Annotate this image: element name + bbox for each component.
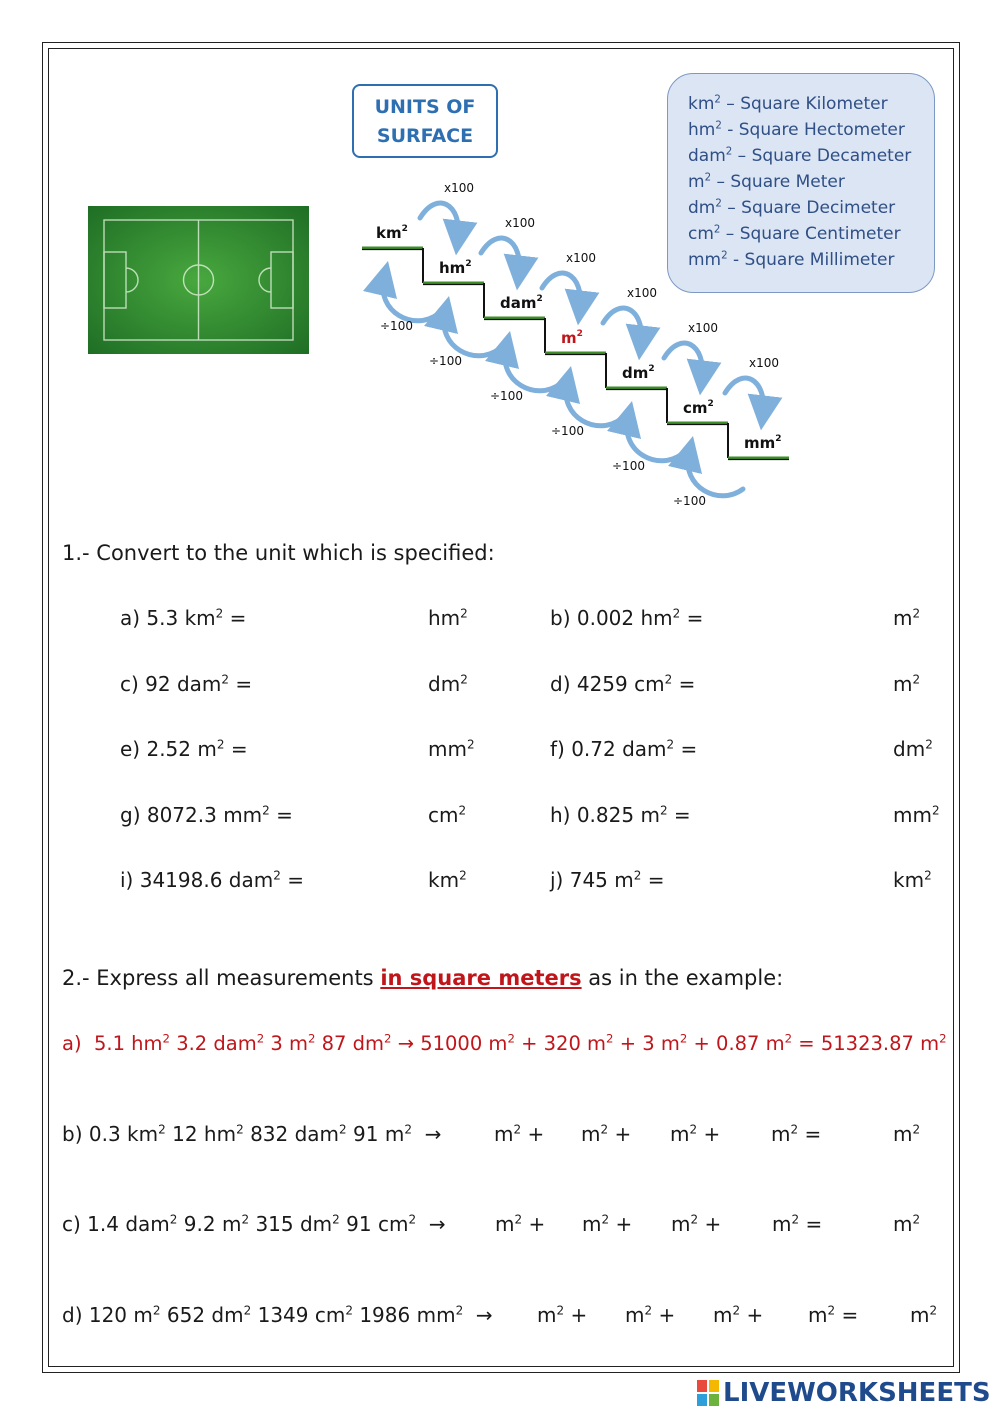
legend-line: dam$^2$ – Square Decameter xyxy=(688,146,912,166)
legend-line: $cm^2$ – Square Centimeter xyxy=(688,224,901,244)
multiply-arrow xyxy=(603,308,641,343)
step-label-dam: dam$^2$ xyxy=(500,294,543,312)
conversion-question: h) 0.825 $m^2$ = xyxy=(550,803,691,827)
logo-blocks-icon xyxy=(697,1380,719,1406)
conversion-target-unit: $hm^2$ xyxy=(428,606,468,630)
answer-blank-unit: $m^2$ = xyxy=(772,1212,823,1236)
conversion-question: c) 92 dam$^2$ = xyxy=(120,672,253,696)
brand-name: LIVEWORKSHEETS xyxy=(723,1378,991,1408)
step-label-mm: $mm^2$ xyxy=(744,434,782,452)
title-box xyxy=(352,84,498,158)
multiply-label: x100 xyxy=(627,286,658,300)
legend-line: $km^2$ – Square Kilometer xyxy=(688,94,888,114)
conversion-target-unit: $mm^2$ xyxy=(428,737,475,761)
conversion-question: e) 2.52 $m^2$ = xyxy=(120,737,248,761)
title-line-2: SURFACE xyxy=(376,125,474,147)
title-line-1: UNITS OF xyxy=(374,96,476,118)
express-row-c: c) 1.4 dam$^2$ 9.2 $m^2$ 315 $dm^2$ 91 $cm^2$ → xyxy=(62,1212,446,1236)
conversion-question: f) 0.72 dam$^2$ = xyxy=(550,737,698,761)
conversion-target-unit: $m^2$ xyxy=(893,606,921,630)
multiply-label: x100 xyxy=(444,181,475,195)
liveworksheets-logo xyxy=(697,1378,991,1408)
multiply-label: x100 xyxy=(688,321,719,335)
legend-line: $m^2$ – Square Meter xyxy=(688,172,845,192)
section2-heading: 2.- Express all measurements in square meters as in the example: xyxy=(62,966,784,990)
answer-blank-unit: $m^2$ + xyxy=(671,1212,722,1236)
conversion-question: a) 5.3 $km^2$ = xyxy=(120,606,247,630)
divide-label: ÷100 xyxy=(673,494,706,508)
conversion-target-unit: $dm^2$ xyxy=(893,737,933,761)
multiply-arrow xyxy=(481,238,519,273)
answer-blank-unit: $m^2$ + xyxy=(494,1122,545,1146)
answer-blank-unit: $m^2$ xyxy=(910,1303,938,1327)
multiply-arrow xyxy=(664,343,702,378)
step-label-m: $m^2$ xyxy=(561,329,583,347)
conversion-target-unit: $km^2$ xyxy=(893,868,932,892)
conversion-target-unit: $mm^2$ xyxy=(893,803,940,827)
conversion-question: d) 4259 $cm^2$ = xyxy=(550,672,696,696)
answer-blank-unit: $m^2$ = xyxy=(808,1303,859,1327)
legend-line: $hm^2$ - Square Hectometer xyxy=(688,120,905,140)
express-row-b: b) 0.3 $km^2$ 12 $hm^2$ 832 dam$^2$ 91 $m^2$ → xyxy=(62,1122,442,1146)
answer-blank-unit: $m^2$ + xyxy=(581,1122,632,1146)
soccer-field-image xyxy=(88,206,309,354)
answer-blank-unit: $m^2$ xyxy=(893,1122,921,1146)
legend-line: $mm^2$ - Square Millimeter xyxy=(688,250,895,270)
conversion-question: b) 0.002 $hm^2$ = xyxy=(550,606,704,630)
divide-label: ÷100 xyxy=(429,354,462,368)
conversion-target-unit: $cm^2$ xyxy=(428,803,467,827)
multiply-label: x100 xyxy=(505,216,536,230)
section1-heading: 1.- Convert to the unit which is specified: xyxy=(62,541,495,565)
multiply-arrow xyxy=(725,378,763,413)
answer-blank-unit: $m^2$ + xyxy=(670,1122,721,1146)
example-row: a) 5.1 $hm^2$ 3.2 dam$^2$ 3 $m^2$ 87 $dm^2 \to 51000$ $m^2 + 320$ $m^2 + 3$ $m^2 + 0.87$ $m^2 = 51323.87$ $m^2$ xyxy=(62,1031,947,1055)
multiply-label: x100 xyxy=(566,251,597,265)
answer-blank-unit: $m^2$ + xyxy=(495,1212,546,1236)
conversion-target-unit: $dm^2$ xyxy=(428,672,468,696)
step-label-km: $km^2$ xyxy=(376,224,408,242)
divide-label: ÷100 xyxy=(551,424,584,438)
answer-blank-unit: $m^2$ + xyxy=(582,1212,633,1236)
answer-blank-unit: $m^2$ + xyxy=(537,1303,588,1327)
legend-line: $dm^2$ – Square Decimeter xyxy=(688,198,896,218)
express-row-d: d) 120 $m^2$ 652 $dm^2$ 1349 $cm^2$ 1986 $mm^2$ → xyxy=(62,1303,493,1327)
multiply-arrow xyxy=(420,203,458,238)
multiply-label: x100 xyxy=(749,356,780,370)
conversion-question: g) 8072.3 $mm^2$ = xyxy=(120,803,293,827)
answer-blank-unit: $m^2$ + xyxy=(713,1303,764,1327)
step-label-hm: $hm^2$ xyxy=(439,259,472,277)
divide-label: ÷100 xyxy=(612,459,645,473)
answer-blank-unit: $m^2$ + xyxy=(625,1303,676,1327)
conversion-target-unit: $km^2$ xyxy=(428,868,467,892)
answer-blank-unit: $m^2$ xyxy=(893,1212,921,1236)
conversion-target-unit: $m^2$ xyxy=(893,672,921,696)
multiply-arrow xyxy=(542,273,580,308)
divide-label: ÷100 xyxy=(380,319,413,333)
answer-blank-unit: $m^2$ = xyxy=(771,1122,822,1146)
unit-staircase-diagram xyxy=(360,170,800,530)
conversion-question: j) 745 $m^2$ = xyxy=(550,868,665,892)
step-label-dm: $dm^2$ xyxy=(622,364,655,382)
in-square-meters-highlight: in square meters xyxy=(380,966,582,990)
divide-label: ÷100 xyxy=(490,389,523,403)
conversion-question: i) 34198.6 dam$^2$ = xyxy=(120,868,304,892)
step-label-cm: $cm^2$ xyxy=(683,399,714,417)
